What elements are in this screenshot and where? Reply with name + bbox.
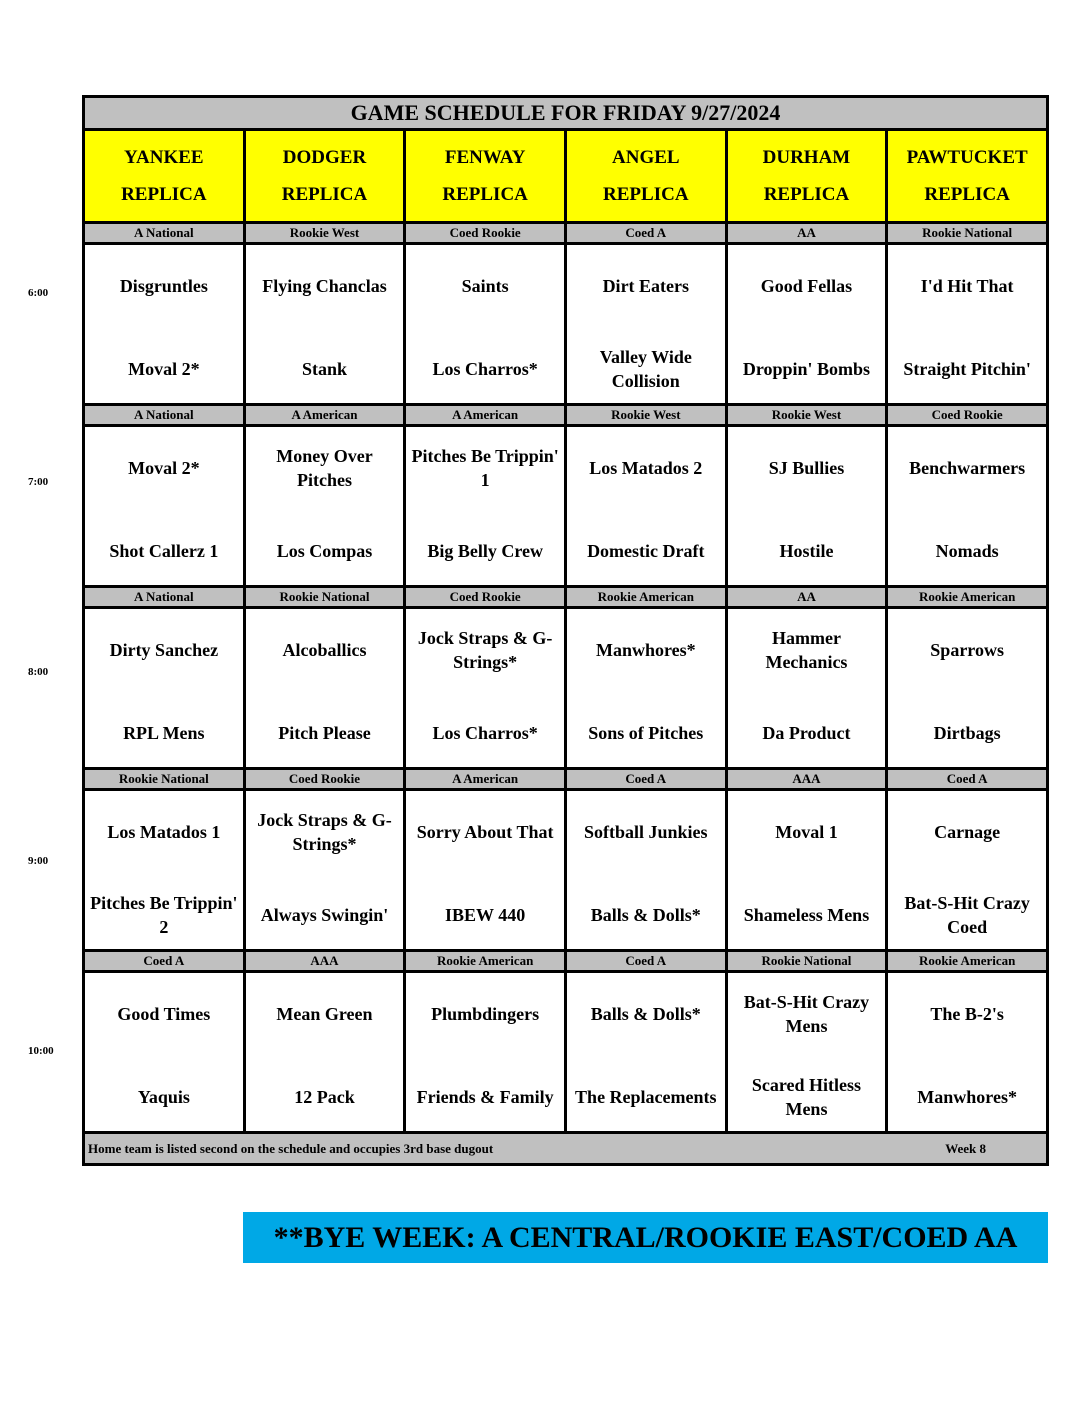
division-label: A National bbox=[84, 405, 245, 426]
schedule-wrapper bbox=[82, 95, 1049, 1166]
game-cell bbox=[244, 608, 405, 769]
division-label: Coed Rookie bbox=[405, 223, 566, 244]
game-cell bbox=[84, 244, 245, 405]
away-team: Bat-S-Hit Crazy Mens bbox=[743, 992, 870, 1036]
field-name: PAWTUCKET bbox=[906, 147, 1028, 168]
game-cell bbox=[887, 790, 1048, 951]
field-name: ANGEL bbox=[612, 147, 680, 168]
away-team: Softball Junkies bbox=[584, 822, 708, 842]
game-inner bbox=[728, 791, 886, 949]
home-team: Shot Callerz 1 bbox=[109, 541, 219, 561]
time-label: 8:00 bbox=[28, 666, 49, 678]
game-inner bbox=[567, 791, 725, 949]
slot-body bbox=[84, 223, 1048, 1133]
week-label: Week 8 bbox=[945, 1140, 986, 1156]
time-label: 9:00 bbox=[28, 855, 49, 867]
home-team: Hostile bbox=[779, 541, 834, 561]
division-label: AA bbox=[726, 223, 887, 244]
division-label: Rookie American bbox=[565, 587, 726, 608]
bye-week-banner: **BYE WEEK: A CENTRAL/ROOKIE EAST/COED AA bbox=[243, 1212, 1048, 1263]
schedule-table bbox=[82, 95, 1049, 1166]
away-team: Good Fellas bbox=[760, 276, 853, 296]
away-team: Hammer Mechanics bbox=[765, 628, 848, 672]
field-name: FENWAY bbox=[444, 147, 526, 168]
game-inner bbox=[406, 609, 564, 767]
field-header bbox=[565, 130, 726, 223]
home-team: Nomads bbox=[935, 541, 999, 561]
division-label: A National bbox=[84, 587, 245, 608]
game-inner bbox=[406, 791, 564, 949]
field-header bbox=[405, 130, 566, 223]
footer-row bbox=[84, 1133, 1048, 1165]
division-row bbox=[84, 769, 1048, 790]
away-team: Sparrows bbox=[930, 640, 1004, 660]
home-team: Balls & Dolls* bbox=[590, 905, 701, 925]
division-row bbox=[84, 951, 1048, 972]
division-label: Coed A bbox=[565, 951, 726, 972]
division-label: AAA bbox=[244, 951, 405, 972]
game-cell bbox=[887, 972, 1048, 1133]
home-team: Bat-S-Hit Crazy Coed bbox=[904, 893, 1030, 937]
footer-inner bbox=[85, 1141, 1046, 1157]
game-cell bbox=[565, 790, 726, 951]
game-cell bbox=[405, 608, 566, 769]
away-team: Dirty Sanchez bbox=[109, 640, 219, 660]
home-team: IBEW 440 bbox=[445, 905, 526, 925]
game-cell bbox=[565, 972, 726, 1133]
division-label: Rookie National bbox=[244, 587, 405, 608]
home-team: Domestic Draft bbox=[587, 541, 705, 561]
division-label: A National bbox=[84, 223, 245, 244]
game-row bbox=[84, 972, 1048, 1133]
field-name: DURHAM bbox=[762, 147, 851, 168]
game-cell bbox=[887, 608, 1048, 769]
game-inner bbox=[85, 609, 243, 767]
field-header-row bbox=[84, 130, 1048, 223]
field-header bbox=[84, 130, 245, 223]
game-cell bbox=[84, 426, 245, 587]
game-inner bbox=[246, 609, 404, 767]
game-cell bbox=[405, 426, 566, 587]
away-team: Moval 2* bbox=[128, 458, 200, 478]
division-label: Rookie National bbox=[726, 951, 887, 972]
game-inner bbox=[567, 245, 725, 403]
game-inner bbox=[567, 427, 725, 585]
game-inner bbox=[567, 609, 725, 767]
home-team: Droppin' Bombs bbox=[742, 359, 871, 379]
time-label: 6:00 bbox=[28, 287, 49, 299]
game-inner bbox=[406, 427, 564, 585]
home-team: Moval 2* bbox=[128, 359, 200, 379]
division-label: Coed A bbox=[565, 223, 726, 244]
home-team: Sons of Pitches bbox=[588, 723, 704, 743]
game-cell bbox=[565, 426, 726, 587]
field-header bbox=[244, 130, 405, 223]
division-label: A American bbox=[405, 405, 566, 426]
away-team: Mean Green bbox=[276, 1004, 373, 1024]
away-team: Los Matados 1 bbox=[107, 822, 221, 842]
division-label: Rookie National bbox=[84, 769, 245, 790]
division-label: Rookie West bbox=[565, 405, 726, 426]
home-team: Straight Pitchin' bbox=[903, 359, 1031, 379]
home-team: Scared Hitless Mens bbox=[751, 1075, 862, 1119]
game-cell bbox=[405, 972, 566, 1133]
division-label: Rookie American bbox=[887, 951, 1048, 972]
field-sub: REPLICA bbox=[763, 184, 850, 205]
game-cell bbox=[244, 244, 405, 405]
footer-cell bbox=[84, 1133, 1048, 1165]
game-inner bbox=[85, 245, 243, 403]
game-cell bbox=[405, 790, 566, 951]
field-name: YANKEE bbox=[124, 147, 204, 168]
game-inner bbox=[888, 245, 1046, 403]
away-team: Moval 1 bbox=[775, 822, 838, 842]
field-sub: REPLICA bbox=[281, 184, 368, 205]
home-team: The Replacements bbox=[575, 1087, 717, 1107]
schedule-title: GAME SCHEDULE FOR FRIDAY 9/27/2024 bbox=[84, 97, 1048, 130]
game-inner bbox=[888, 791, 1046, 949]
field-name: DODGER bbox=[282, 147, 367, 168]
away-team: SJ Bullies bbox=[768, 458, 845, 478]
home-team: Always Swingin' bbox=[260, 905, 389, 925]
title-row bbox=[84, 97, 1048, 130]
game-row bbox=[84, 608, 1048, 769]
game-inner bbox=[888, 427, 1046, 585]
game-inner bbox=[246, 427, 404, 585]
game-cell bbox=[244, 790, 405, 951]
away-team: Jock Straps & G-Strings* bbox=[417, 628, 553, 672]
home-team: Pitches Be Trippin' 2 bbox=[90, 893, 238, 937]
division-label: A American bbox=[405, 769, 566, 790]
away-team: Sorry About That bbox=[416, 822, 554, 842]
division-label: Rookie West bbox=[244, 223, 405, 244]
division-label: Coed Rookie bbox=[887, 405, 1048, 426]
away-team: Money Over Pitches bbox=[276, 446, 373, 490]
game-row bbox=[84, 426, 1048, 587]
game-inner bbox=[406, 973, 564, 1131]
game-cell bbox=[726, 426, 887, 587]
home-team-note: Home team is listed second on the schedule and occupies 3rd base dugout bbox=[88, 1140, 494, 1156]
game-inner bbox=[85, 973, 243, 1131]
game-inner bbox=[888, 973, 1046, 1131]
away-team: Balls & Dolls* bbox=[590, 1004, 701, 1024]
home-team: Shameless Mens bbox=[743, 905, 870, 925]
game-cell bbox=[887, 244, 1048, 405]
away-team: Manwhores* bbox=[595, 640, 696, 660]
division-label: Rookie West bbox=[726, 405, 887, 426]
division-label: A American bbox=[244, 405, 405, 426]
game-cell bbox=[726, 244, 887, 405]
game-inner bbox=[728, 609, 886, 767]
game-cell bbox=[84, 972, 245, 1133]
away-team: The B-2's bbox=[930, 1004, 1004, 1024]
division-label: Rookie American bbox=[887, 587, 1048, 608]
time-label: 10:00 bbox=[28, 1045, 54, 1057]
home-team: Dirtbags bbox=[933, 723, 1001, 743]
game-cell bbox=[405, 244, 566, 405]
home-team: Manwhores* bbox=[917, 1087, 1017, 1107]
game-cell bbox=[726, 608, 887, 769]
game-row bbox=[84, 244, 1048, 405]
game-cell bbox=[565, 244, 726, 405]
away-team: Los Matados 2 bbox=[589, 458, 703, 478]
home-team: Big Belly Crew bbox=[427, 541, 543, 561]
away-team: I'd Hit That bbox=[920, 276, 1014, 296]
game-cell bbox=[887, 426, 1048, 587]
game-inner bbox=[888, 609, 1046, 767]
home-team: 12 Pack bbox=[294, 1087, 355, 1107]
division-label: Coed Rookie bbox=[405, 587, 566, 608]
time-label: 7:00 bbox=[28, 476, 49, 488]
away-team: Disgruntles bbox=[119, 276, 208, 296]
home-team: Friends & Family bbox=[416, 1087, 554, 1107]
away-team: Carnage bbox=[934, 822, 1001, 842]
game-cell bbox=[726, 972, 887, 1133]
game-inner bbox=[246, 791, 404, 949]
away-team: Saints bbox=[461, 276, 509, 296]
field-header bbox=[887, 130, 1048, 223]
division-label: Coed A bbox=[565, 769, 726, 790]
game-inner bbox=[246, 973, 404, 1131]
game-inner bbox=[728, 973, 886, 1131]
field-sub: REPLICA bbox=[603, 184, 689, 205]
game-row bbox=[84, 790, 1048, 951]
division-label: Coed A bbox=[84, 951, 245, 972]
division-label: Coed Rookie bbox=[244, 769, 405, 790]
field-sub: REPLICA bbox=[924, 184, 1010, 205]
away-team: Dirt Eaters bbox=[602, 276, 690, 296]
home-team: Valley Wide Collision bbox=[599, 347, 692, 391]
home-team: Stank bbox=[301, 359, 347, 379]
division-label: AAA bbox=[726, 769, 887, 790]
game-inner bbox=[728, 427, 886, 585]
game-inner bbox=[728, 245, 886, 403]
division-row bbox=[84, 405, 1048, 426]
game-cell bbox=[84, 790, 245, 951]
home-team: Los Charros* bbox=[432, 723, 538, 743]
game-inner bbox=[246, 245, 404, 403]
away-team: Jock Straps & G-Strings* bbox=[257, 810, 392, 854]
division-label: Rookie American bbox=[405, 951, 566, 972]
game-inner bbox=[85, 427, 243, 585]
game-cell bbox=[726, 790, 887, 951]
game-cell bbox=[84, 608, 245, 769]
game-cell bbox=[244, 972, 405, 1133]
field-sub: REPLICA bbox=[442, 184, 528, 205]
game-inner bbox=[85, 791, 243, 949]
field-header bbox=[726, 130, 887, 223]
away-team: Benchwarmers bbox=[909, 458, 1026, 478]
division-row bbox=[84, 223, 1048, 244]
home-team: Los Charros* bbox=[432, 359, 538, 379]
division-label: AA bbox=[726, 587, 887, 608]
home-team: Da Product bbox=[762, 723, 851, 743]
game-cell bbox=[565, 608, 726, 769]
game-cell bbox=[244, 426, 405, 587]
away-team: Plumbdingers bbox=[431, 1004, 540, 1024]
division-label: Coed A bbox=[887, 769, 1048, 790]
away-team: Good Times bbox=[117, 1004, 211, 1024]
home-team: Pitch Please bbox=[278, 723, 371, 743]
division-row bbox=[84, 587, 1048, 608]
game-inner bbox=[406, 245, 564, 403]
field-sub: REPLICA bbox=[121, 184, 207, 205]
home-team: RPL Mens bbox=[123, 723, 205, 743]
home-team: Los Compas bbox=[276, 541, 373, 561]
home-team: Yaquis bbox=[137, 1087, 190, 1107]
away-team: Pitches Be Trippin' 1 bbox=[411, 446, 559, 490]
game-inner bbox=[567, 973, 725, 1131]
division-label: Rookie National bbox=[887, 223, 1048, 244]
away-team: Flying Chanclas bbox=[262, 276, 387, 296]
away-team: Alcoballics bbox=[282, 640, 367, 660]
